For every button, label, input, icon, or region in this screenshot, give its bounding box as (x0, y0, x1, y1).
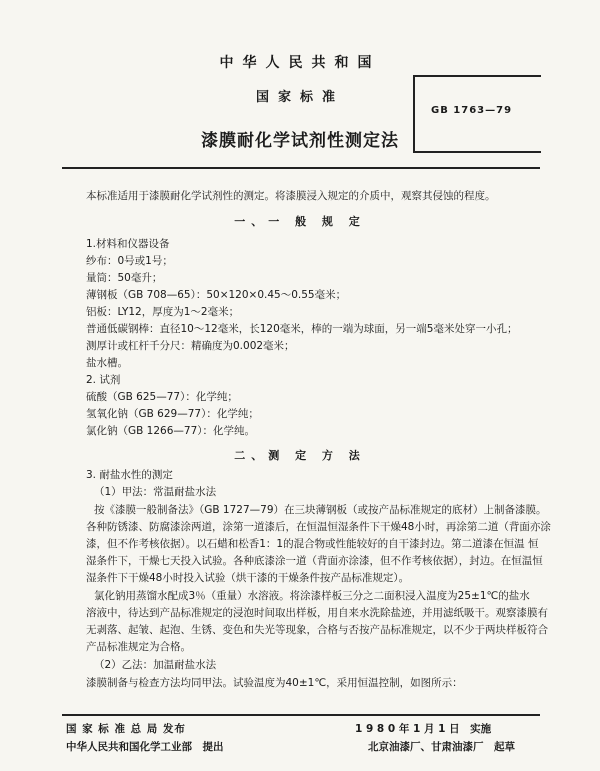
list-item: 量筒：50毫升； (86, 272, 163, 284)
section-1-heading: 一、一 般 规 定 (234, 215, 366, 228)
footer-divider (62, 714, 540, 716)
method-1-line: 漆，但不作考核依据）。以石蜡和松香1：1的混合物或性能较好的自干漆封边。第二道漆在恒温 恒 (86, 538, 539, 550)
method-1-line: 按《漆膜一般制备法》（GB 1727—79）在三块薄钢板（或按产品标准规定的底材）上制备漆膜。 (94, 504, 547, 516)
salt-solution-line: 无剥落、起皱、起泡、生锈、变色和失光等现象，合格与否按产品标准规定，以不少于两块样板符合 (86, 624, 548, 636)
effective-date: 1 9 8 0 年 1 月 1 日 实施 (355, 723, 492, 735)
method-1-line: 各种防锈漆、防腐漆涂两道，涂第一道漆后，在恒温恒湿条件下干燥48小时，再涂第二道（背面亦涂 (86, 521, 551, 533)
list-item: 纱布：0号或1号； (86, 255, 173, 267)
standard-code-box (413, 75, 541, 153)
intro-paragraph: 本标准适用于漆膜耐化学试剂性的测定。将漆膜浸入规定的介质中，观察其侵蚀的程度。 (86, 190, 496, 202)
issuer: 国 家 标 准 总 局 发布 (66, 723, 186, 735)
section-2-heading: 二、测 定 方 法 (234, 449, 366, 462)
header-divider (62, 167, 540, 169)
drafters: 北京油漆厂、甘肃油漆厂 起草 (368, 741, 515, 753)
list-item: 普通低碳钢棒：直径10～12毫米，长120毫米，棒的一端为球面，另一端5毫米处穿一小孔； (86, 323, 518, 335)
item-2-title: 2. 试剂 (86, 374, 121, 386)
reagent-item: 硫酸（GB 625—77）：化学纯； (86, 391, 238, 403)
salt-solution-line: 氯化钠用蒸馏水配成3％（重量）水溶液。将涂漆样板三分之二面积浸入温度为25±1℃的盐水 (94, 590, 530, 602)
method-1-line: 湿条件下，干燥七天投入试验。各种底漆涂一道（背面亦涂漆，但不作考核依据），封边。在恒温恒 (86, 555, 543, 567)
method-1-line: 湿条件下干燥48小时投入试验（烘干漆的干燥条件按产品标准规定）。 (86, 572, 410, 584)
standard-type: 国家标准 (255, 90, 344, 105)
list-item: 铝板：LY12，厚度为1～2毫米； (86, 306, 240, 318)
country-title: 中华人民共和国 (219, 55, 381, 71)
list-item: 薄钢板（GB 708—65）：50×120×0.45～0.55毫米； (86, 289, 347, 301)
method-2-title: （2）乙法：加温耐盐水法 (94, 659, 217, 671)
document-title: 漆膜耐化学试剂性测定法 (201, 131, 399, 151)
standard-code: GB 1763—79 (431, 105, 513, 116)
proposer: 中华人民共和国化学工业部 提出 (66, 741, 224, 753)
reagent-item: 氢氧化钠（GB 629—77）：化学纯； (86, 408, 259, 420)
item-3-title: 3. 耐盐水性的测定 (86, 469, 173, 481)
salt-solution-line: 溶液中，待达到产品标准规定的浸泡时间取出样板，用自来水洗除盐迹，并用滤纸吸干。观察漆膜有 (86, 607, 548, 619)
method-2-paragraph: 漆膜制备与检查方法均同甲法。试验温度为40±1℃，采用恒温控制，如图所示： (86, 677, 463, 689)
salt-solution-line: 产品标准规定为合格。 (86, 641, 191, 653)
method-1-title: （1）甲法：常温耐盐水法 (94, 486, 217, 498)
reagent-item: 氯化钠（GB 1266—77）：化学纯。 (86, 425, 256, 437)
divider (415, 75, 541, 77)
item-1-title: 1.材料和仪器设备 (86, 238, 170, 250)
list-item: 盐水槽。 (86, 357, 128, 369)
list-item: 测厚计或杠杆千分尺：精确度为0.002毫米； (86, 340, 295, 352)
divider (415, 151, 541, 153)
